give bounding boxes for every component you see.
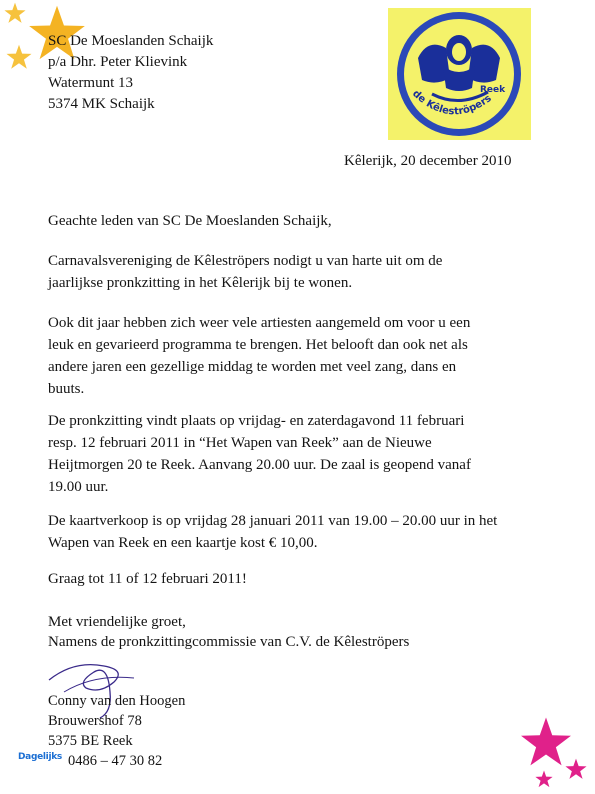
- sender-phone: 0486 – 47 30 82: [68, 753, 163, 769]
- logo-text-top: Reek: [480, 85, 506, 95]
- small-gold-star-icon: [6, 44, 32, 70]
- small-pink-star-icon: [535, 770, 553, 788]
- closing-committee: Namens de pronkzittingcommissie van C.V. de Kêleströpers: [48, 634, 410, 650]
- paragraph-line: Ook dit jaar hebben zich weer vele artiesten aangemeld om voor u een: [48, 315, 471, 331]
- paragraph-tickets: [48, 510, 588, 554]
- paragraph-line: De pronkzitting vindt plaats op vrijdag- en zaterdagavond 11 februari: [48, 413, 465, 429]
- small-pink-star-icon: [565, 758, 587, 780]
- paragraph-invitation: [48, 250, 588, 294]
- club-logo: [388, 8, 531, 140]
- paragraph-line: jaarlijkse pronkzitting in het Kêlerijk bij te wonen.: [48, 275, 353, 291]
- paragraph-line: Carnavalsvereniging de Kêleströpers nodigt u van harte uit om de: [48, 253, 443, 269]
- recipient-line-3: Watermunt 13: [48, 75, 134, 91]
- paragraph-line: buuts.: [48, 381, 85, 397]
- paragraph-artists: [48, 312, 588, 400]
- paragraph-line: resp. 12 februari 2011 in “Het Wapen van Reek” aan de Nieuwe: [48, 435, 432, 451]
- paragraph-line: Heijtmorgen 20 te Reek. Aanvang 20.00 uur. De zaal is geopend vanaf: [48, 457, 471, 473]
- sender-name: Conny van den Hoogen: [48, 693, 186, 709]
- logo-text-bottom: de Kêleströpers: [410, 88, 494, 118]
- closing-salutation: Met vriendelijke groet,: [48, 614, 186, 630]
- small-gold-star-icon: [4, 2, 26, 24]
- greeting: Geachte leden van SC De Moeslanden Schaijk,: [48, 213, 332, 229]
- paragraph-line: Wapen van Reek en een kaartje kost € 10,00.: [48, 535, 318, 551]
- recipient-line-2: p/a Dhr. Peter Klievink: [48, 54, 188, 70]
- date-line: Kêlerijk, 20 december 2010: [344, 153, 512, 169]
- paragraph-closing-wish: [48, 568, 588, 590]
- sender-city: 5375 BE Reek: [48, 733, 133, 749]
- sender-street: Brouwershof 78: [48, 713, 142, 729]
- club-logo-emblem: [388, 8, 531, 140]
- watermark-logo: Dagelijks: [18, 752, 62, 762]
- paragraph-line: andere jaren een gezellige middag te worden met veel zang, dans en: [48, 359, 457, 375]
- paragraph-venue: [48, 410, 588, 498]
- recipient-line-4: 5374 MK Schaijk: [48, 96, 155, 112]
- paragraph-line: 19.00 uur.: [48, 479, 109, 495]
- paragraph-line: De kaartverkoop is op vrijdag 28 januari 2011 van 19.00 – 20.00 uur in het: [48, 513, 498, 529]
- paragraph-line: Graag tot 11 of 12 februari 2011!: [48, 571, 247, 587]
- recipient-line-1: SC De Moeslanden Schaijk: [48, 33, 214, 49]
- paragraph-line: leuk en gevarieerd programma te brengen. Het belooft dan ook net als: [48, 337, 468, 353]
